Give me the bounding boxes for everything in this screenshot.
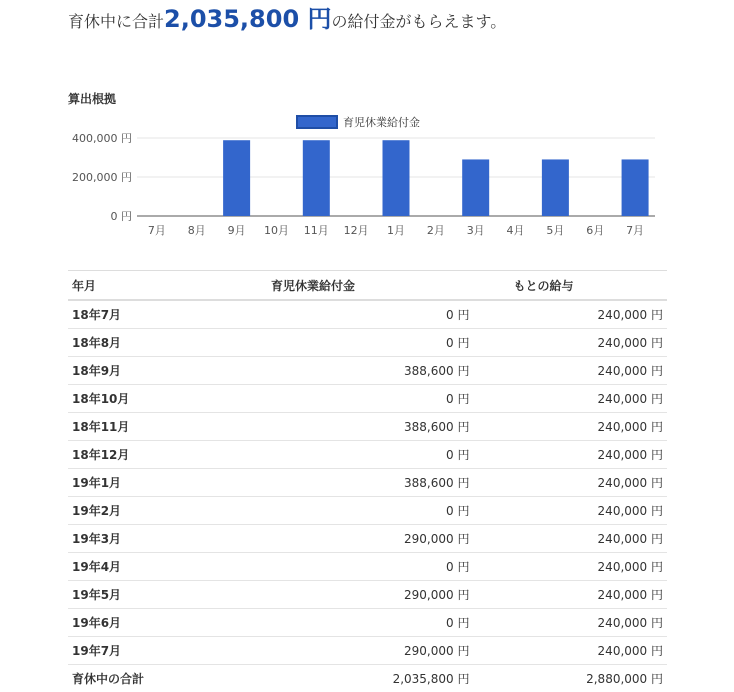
table-row [68,413,667,441]
month-cell: 18年9月 [68,357,226,385]
bar [462,159,489,216]
x-tick-label: 9月 [228,224,246,237]
total-amount: 2,035,800 円 [164,5,331,33]
month-cell: 18年7月 [68,300,226,329]
bar [223,140,250,216]
total-row [68,665,667,692]
salary-cell: 240,000 円 [473,497,667,525]
benefit-cell: 0 円 [226,329,473,357]
benefit-cell: 0 円 [226,441,473,469]
salary-cell: 240,000 円 [473,581,667,609]
month-cell: 18年11月 [68,413,226,441]
legend-swatch [297,116,337,128]
month-cell: 19年4月 [68,553,226,581]
month-cell: 19年7月 [68,637,226,665]
month-cell: 18年12月 [68,441,226,469]
x-tick-label: 7月 [148,224,166,237]
total-label: 育休中の合計 [68,665,226,692]
benefit-bar-chart [0,105,734,245]
month-cell: 19年5月 [68,581,226,609]
salary-cell: 240,000 円 [473,300,667,329]
salary-cell: 240,000 円 [473,553,667,581]
table-row [68,385,667,413]
y-tick-label: 0 円 [111,210,133,223]
month-cell: 19年2月 [68,497,226,525]
salary-cell: 240,000 円 [473,357,667,385]
headline [68,4,506,37]
table-row [68,525,667,553]
total-benefit: 2,035,800 円 [226,665,473,692]
table-row [68,637,667,665]
month-cell: 19年3月 [68,525,226,553]
salary-cell: 240,000 円 [473,329,667,357]
table-row [68,469,667,497]
x-tick-label: 11月 [304,224,329,237]
x-tick-label: 3月 [467,224,485,237]
salary-cell: 240,000 円 [473,385,667,413]
table-header-row [68,271,667,301]
table-row [68,300,667,329]
bar [383,140,410,216]
y-tick-label: 400,000 円 [72,132,132,145]
benefit-cell: 290,000 円 [226,637,473,665]
benefit-cell: 0 円 [226,609,473,637]
table-row [68,497,667,525]
x-tick-label: 6月 [586,224,604,237]
benefit-cell: 388,600 円 [226,357,473,385]
benefit-cell: 0 円 [226,497,473,525]
benefit-cell: 290,000 円 [226,525,473,553]
x-tick-label: 12月 [344,224,369,237]
header-benefit: 育児休業給付金 [226,271,473,301]
month-cell: 18年8月 [68,329,226,357]
table-row [68,553,667,581]
bar [303,140,330,216]
month-cell: 19年6月 [68,609,226,637]
section-label: 算出根拠 [68,90,116,107]
header-month: 年月 [68,271,226,301]
benefit-cell: 388,600 円 [226,469,473,497]
x-tick-label: 1月 [387,224,405,237]
header-salary: もとの給与 [473,271,667,301]
month-cell: 18年10月 [68,385,226,413]
headline-prefix: 育休中に合計 [68,12,164,31]
headline-suffix: の給付金がもらえます。 [332,12,507,31]
salary-cell: 240,000 円 [473,637,667,665]
table-row [68,581,667,609]
benefit-cell: 0 円 [226,300,473,329]
salary-cell: 240,000 円 [473,441,667,469]
salary-cell: 240,000 円 [473,413,667,441]
benefit-cell: 290,000 円 [226,581,473,609]
x-tick-label: 5月 [546,224,564,237]
salary-cell: 240,000 円 [473,525,667,553]
bar [622,159,649,216]
table-row [68,357,667,385]
legend-label: 育児休業給付金 [343,115,420,129]
x-tick-label: 2月 [427,224,445,237]
benefit-cell: 388,600 円 [226,413,473,441]
salary-cell: 240,000 円 [473,609,667,637]
bar [542,159,569,216]
table-row [68,609,667,637]
benefit-cell: 0 円 [226,553,473,581]
y-tick-label: 200,000 円 [72,171,132,184]
x-tick-label: 7月 [626,224,644,237]
salary-cell: 240,000 円 [473,469,667,497]
total-salary: 2,880,000 円 [473,665,667,692]
x-tick-label: 10月 [264,224,289,237]
table-row [68,329,667,357]
month-cell: 19年1月 [68,469,226,497]
table-row [68,441,667,469]
table-body [68,300,667,692]
results-table [68,270,667,692]
x-tick-label: 8月 [188,224,206,237]
benefit-cell: 0 円 [226,385,473,413]
x-tick-label: 4月 [507,224,525,237]
